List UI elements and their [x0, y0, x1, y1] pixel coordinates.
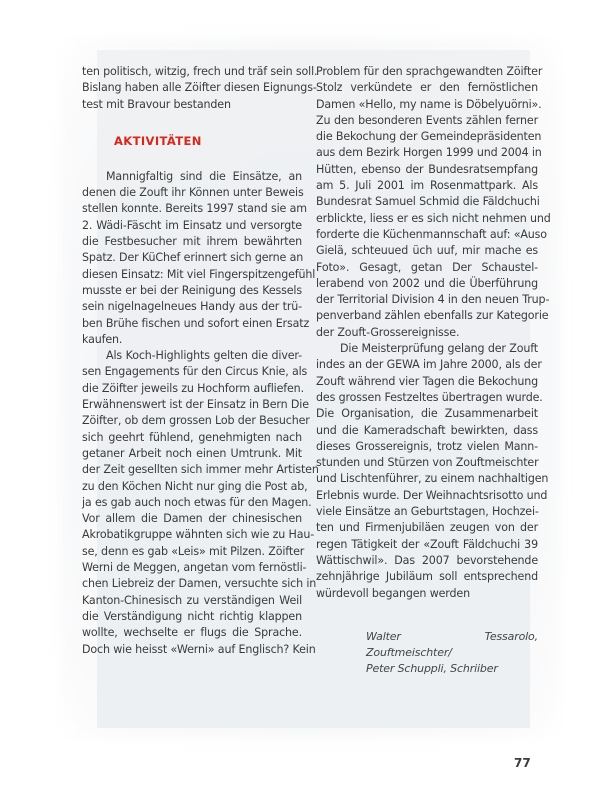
paragraph: [82, 169, 316, 348]
signature-line: Peter Schuppli, Schriiber: [366, 662, 498, 676]
text-line: des grossen Festzeltes übertragen wurde.: [316, 390, 543, 404]
text-line: dieses Grossereignis, trotz vielen Mann-: [316, 439, 538, 453]
author-signature: [316, 629, 538, 678]
text-line: penverband zählen ebenfalls zur Kategorie: [316, 309, 549, 323]
intro-paragraph: [82, 64, 318, 113]
text-line: Hütten, ebenso der Bundesratsempfang: [316, 162, 538, 176]
text-line: forderte die Küchenmannschaft auf: «Auso: [316, 227, 547, 241]
text-line: Die Organisation, die Zusammenarbeit: [316, 407, 538, 421]
text-line: am 5. Juli 2001 im Rosenmattpark. Als: [316, 179, 538, 193]
text-line: sen Engagements für den Circus Knie, als: [82, 365, 308, 379]
text-line: Akrobatikgruppe wähnten sich wie zu Hau-: [82, 528, 315, 542]
right-column: [316, 64, 551, 678]
text-line: die Verständigung nicht richtig klappen: [82, 609, 302, 623]
text-line: regen Tätigkeit der «Zouft Fäldchuchi 39: [316, 537, 538, 551]
left-column: [82, 64, 319, 658]
paragraph: [82, 348, 319, 658]
text-line: Vor allem die Damen der chinesischen: [82, 512, 302, 526]
text-line: und die Kameradschaft bewirkten, dass: [316, 423, 538, 437]
text-line: der Zouft-Grossereignisse.: [316, 325, 460, 339]
text-line: aus dem Bezirk Horgen 1999 und 2004 in: [316, 146, 542, 160]
text-line: die Festbesucher mit ihrem bewährten: [82, 235, 302, 249]
paragraph: [316, 64, 551, 341]
text-line: Kanton-Chinesisch zu verständigen Weil: [82, 593, 302, 607]
text-line: zu den Köchen Nicht nur ging die Post ab,: [82, 479, 308, 493]
text-line: würdevoll begangen werden: [316, 586, 470, 600]
text-line: musste er bei der Reinigung des Kessels: [82, 283, 302, 297]
text-line: lerabend von 2002 und die Überführung: [316, 276, 538, 290]
text-line: der Zeit gesellten sich immer mehr Artisten: [82, 463, 319, 477]
paragraph: [316, 341, 549, 602]
text-line: der Territorial Division 4 in den neuen Trup-: [316, 293, 550, 307]
text-line: stunden und Stürzen von Zouftmeischter: [316, 456, 539, 470]
text-line: Problem für den sprachgewandten Zöifter: [316, 65, 543, 78]
text-line: ben Brühe fischen und sofort einen Ersatz: [82, 316, 310, 330]
text-line: Foto». Gesagt, getan Der Schaustel-: [316, 260, 538, 274]
text-line: Bislang haben alle Zöifter diesen Eignungs-: [82, 81, 317, 95]
text-line: Stolz verkündete er den fernöstlichen: [316, 81, 538, 95]
text-line: Bundesrat Samuel Schmid die Fäldchuchi: [316, 195, 540, 209]
text-line: Gielä, schteuued üch uuf, mir mache es: [316, 244, 538, 258]
text-line: Zouft während vier Tagen die Bekochung: [316, 374, 538, 388]
text-line: Wättischwil». Das 2007 bevorstehende: [316, 553, 538, 567]
text-line: Mannigfaltig sind die Einsätze, an: [106, 169, 302, 183]
text-line: Als Koch-Highlights gelten die diver-: [106, 349, 302, 363]
text-line: denen die Zouft ihr Können unter Beweis: [82, 186, 304, 200]
text-line: wollte, wechselte er flugs die Sprache.: [82, 626, 302, 640]
text-line: chen Liebreiz der Damen, versuchte sich in: [82, 577, 317, 591]
text-line: ten und Firmenjubiläen zeugen von der: [316, 521, 538, 535]
text-line: diesen Einsatz: Mit viel Fingerspitzengefühl: [82, 267, 316, 281]
text-line: Erlebnis wurde. Der Weihnachtsrisotto und: [316, 488, 548, 502]
text-line: und Lischtenführer, zu einem nachhaltigen: [316, 472, 549, 486]
text-line: Werni de Meggen, angetan vom fernöstli-: [82, 561, 307, 575]
text-line: getaner Arbeit noch einen Umtrunk. Mit: [82, 446, 302, 460]
text-line: Die Meisterprüfung gelang der Zouft: [340, 342, 538, 356]
text-line: 2. Wädi-Fäscht im Einsatz und versorgte: [82, 218, 302, 232]
text-line: Damen «Hello, my name is Döbelyuörni».: [316, 97, 542, 111]
text-line: kaufen.: [82, 332, 123, 346]
section-heading: AKTIVITÄTEN: [114, 133, 202, 148]
text-line: die Zöifter jeweils zu Hochform aufliefen.: [82, 381, 304, 395]
text-line: Zu den besonderen Events zählen ferner: [316, 113, 538, 127]
text-line: zehnjährige Jubiläum soll entsprechend: [316, 570, 538, 584]
text-line: sich geehrt fühlend, genehmigten nach: [82, 430, 302, 444]
text-line: Doch wie heisst «Werni» auf Englisch? Kein: [82, 642, 316, 656]
text-line: viele Einsätze an Geburtstagen, Hochzei-: [316, 505, 539, 519]
text-line: erblickte, liess er es sich nicht nehmen und: [316, 211, 551, 225]
text-line: die Bekochung der Gemeindepräsidenten: [316, 130, 542, 144]
text-line: Spatz. Der KüChef erinnert sich gerne an: [82, 251, 304, 265]
page-number: 77: [514, 756, 531, 770]
text-line: ja es gab auch noch etwas für den Magen.: [82, 495, 312, 509]
signature-line: Walter Tessarolo, Zouftmeischter/: [366, 629, 538, 660]
text-line: Zöifter, ob dem grossen Lob der Besucher: [82, 414, 310, 428]
text-line: test mit Bravour bestanden: [82, 97, 231, 111]
text-line: stellen konnte. Bereits 1997 stand sie am: [82, 202, 307, 216]
text-line: sein nigelnagelneues Handy aus der trü-: [82, 300, 302, 314]
text-line: se, denn es gab «Leis» mit Pilzen. Zöifter: [82, 544, 305, 558]
text-line: Erwähnenswert ist der Einsatz in Bern Die: [82, 398, 309, 412]
text-line: ten politisch, witzig, frech und träf sein soll.: [82, 65, 318, 78]
text-line: indes an der GEWA im Jahre 2000, als der: [316, 358, 542, 372]
